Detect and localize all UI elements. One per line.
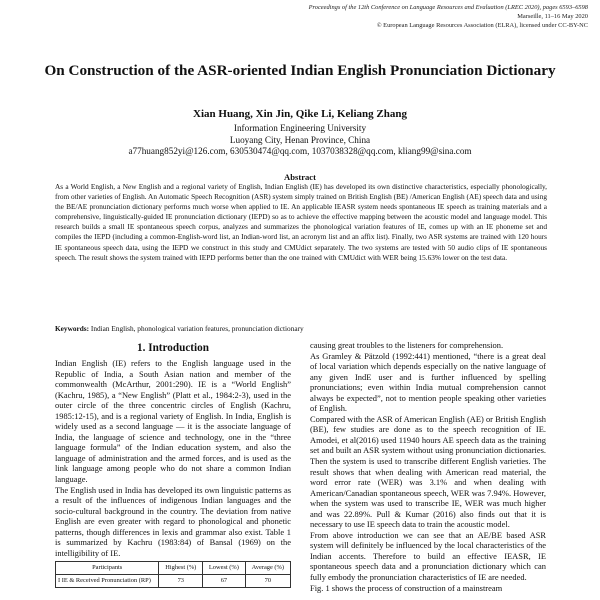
city: Luoyang City, Henan Province, China <box>229 134 371 145</box>
right-paragraph-1: causing great troubles to the listeners for comprehension. <box>310 340 504 350</box>
table-cell: 73 <box>159 575 203 588</box>
table-header: Participants <box>56 562 159 575</box>
left-column <box>55 340 291 588</box>
keywords-line <box>55 324 547 334</box>
table-header: Highest (%) <box>159 562 203 575</box>
proceedings-header <box>258 3 588 30</box>
table-cell: I IE & Received Pronunciation (RP) <box>56 575 159 588</box>
section-heading-introduction: 1. Introduction <box>137 342 209 354</box>
table-row <box>56 575 291 588</box>
intelligibility-table <box>55 561 291 588</box>
right-paragraph-3: Compared with the ASR of American English (AE) or British English (BE), few studies are done as to the speech recognition of IE. Amodei, et al(2016) used 11940 hours AE speech data as the training set and built an ASR system without using pronunciation dictionaries. Then the system is used to transcribe different English varieties. The result shows that when dealing with American read material, the word error rate (WER) was 3.1% and when dealing with American/Canadian spontaneous speech, WER was 7.94%. However, when the system was used to transcribe IE, WER was much higher and was 22.89%. Pull & Kumar (2016) also finds out that it is necessary to use IE speech data to train the acoustic model. <box>310 413 546 530</box>
table-header: Average (%) <box>245 562 290 575</box>
abstract-heading: Abstract <box>284 172 316 182</box>
emails: a77huang852yi@126.com, 630530474@qq.com, 1037038328@qq.com, kliang99@sina.com <box>128 146 472 156</box>
intro-paragraph-1: Indian English (IE) refers to the English language used in the Republic of India, a South Asian nation and member of the commonwealth (McArthur, 2001:290). IE is a “World English” (Kachru, 1985), a “New English” (Platt et al., 1984:2-3), used in the outer circle of the three concentric circles of English (Kachru, 1985:12-15), and is a regional variety of English. In India, English is widely used as a second language — it is the associate language of India, the language of science and technology, one in the “three language formula” of the Indian education system, and also the language of administration and the armed forces, and is used as the link language among people who do not share a common Indian language. <box>55 358 291 485</box>
affiliation-block <box>40 123 560 158</box>
institution: Information Engineering University <box>233 123 367 133</box>
intro-paragraph-2: The English used in India has developed its own linguistic patterns as a result of the influences of indigenous Indian languages and the socio-cultural background in the country. The deviation from native English are even greater with regard to phonological and phonetic patterns, though differences in lexis and grammar also exist. Table 1 is summarized by Kachru (1983:84) of Bansal (1969) on the intelligibility of IE. <box>55 484 291 558</box>
table-header-row <box>56 562 291 575</box>
table-cell: 70 <box>245 575 290 588</box>
table-header: Lowest (%) <box>203 562 245 575</box>
author-list: Xian Huang, Xin Jin, Qike Li, Keliang Zhang <box>193 108 407 120</box>
keywords-label: Keywords: <box>55 324 90 333</box>
license-note: © European Language Resources Association (ELRA), licensed under CC-BY-NC <box>376 22 588 29</box>
table-cell: 67 <box>203 575 245 588</box>
conference-location: Marseille, 11–16 May 2020 <box>517 13 588 20</box>
right-paragraph-2: As Gramley & Pätzold (1992:441) mentioned, “there is a great deal of local variation which depends especially on the native language of any given IndE user and is further influenced by spelling pronunciations; even within India mutual comprehension cannot always be expected”, not to mention people speaking other varieties of English. <box>310 350 546 414</box>
proceedings-citation: Proceedings of the 12th Conference on Language Resources and Evaluation (LREC 2020), pages 6593–6598 <box>308 4 588 11</box>
right-paragraph-5: Fig. 1 shows the process of construction of a mainstream <box>310 582 503 593</box>
abstract-text: As a World English, a New English and a regional variety of English, Indian English (IE) has developed its own distinctive characteristics, especially phonologically, from other varieties of English. An Automatic Speech Recognition (ASR) system simply trained on British English (BE) /American English (AE) speech data and using the BE/AE pronunciation dictionary performs much worse when applied to IE. An applicable IEASR system needs spontaneous IE speech as training materials and a comprehensive, linguistically-guided IE pronunciation dictionary (IEPD) so as to achieve the effective mapping between the acoustic model and language model. This research builds a small IE spontaneous speech corpus, analyzes and summarizes the phonological variation features of IE, comes up with an IE phoneme set and compiles the IEPD (including a common-English-word list, an Indian-word list, an acronym list and an affix list). Finally, two ASR systems are trained with 120 hours IE spontaneous speech data, using the IEPD we construct in this study and CMUdict separately. The two systems are tested with 50 audio clips of IE spontaneous speech. The result shows the system trained with IEPD performs better than the one trained with CMUdict with WER being 15.63% lower on the test data. <box>55 182 547 262</box>
paper-title: On Construction of the ASR-oriented Indian English Pronunciation Dictionary <box>44 62 556 79</box>
keywords-text: Indian English, phonological variation features, pronunciation dictionary <box>90 324 304 333</box>
right-paragraph-4: From above introduction we can see that an AE/BE based ASR system will definitely be influenced by the local characteristics of the Indian accents. Therefore to build an effective IEASR, IE spontaneous speech data and a pronunciation dictionary which can fully embody the pronunciation characteristics of IE are needed. <box>310 529 546 583</box>
right-column <box>310 340 546 593</box>
